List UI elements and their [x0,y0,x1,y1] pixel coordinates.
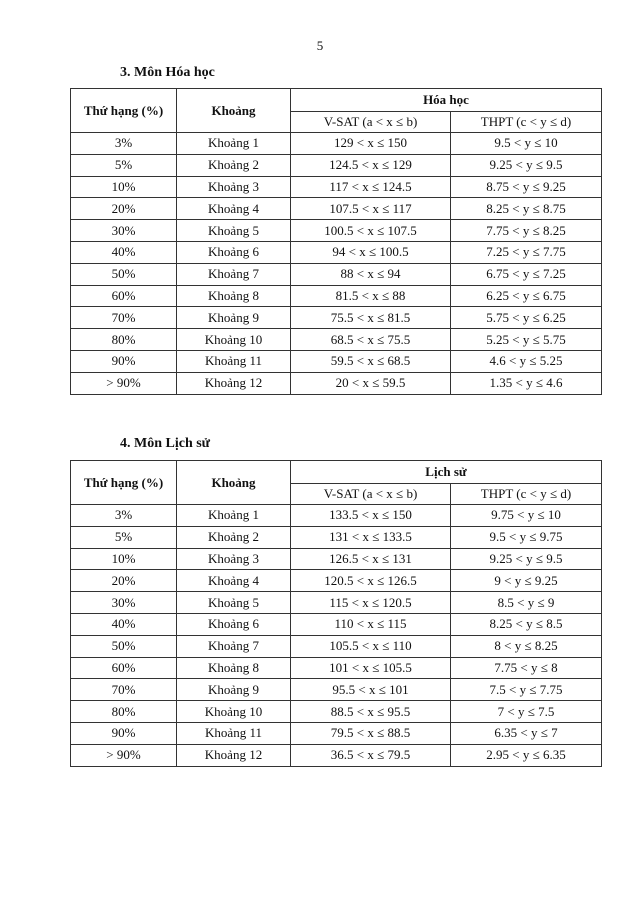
cell-vsat: 95.5 < x ≤ 101 [291,679,451,701]
history-table [70,460,602,767]
page-number: 5 [316,38,324,53]
cell-interval: Khoảng 1 [177,505,291,527]
table-body [71,133,602,395]
cell-interval: Khoảng 8 [177,285,291,307]
cell-interval: Khoảng 4 [177,570,291,592]
cell-rank: 10% [71,548,177,570]
cell-thpt: 9.25 < y ≤ 9.5 [451,548,602,570]
cell-rank: 80% [71,701,177,723]
cell-rank: 30% [71,592,177,614]
cell-interval: Khoảng 3 [177,548,291,570]
cell-interval: Khoảng 7 [177,263,291,285]
cell-rank: 10% [71,176,177,198]
section-title-history: 4. Môn Lịch sử [120,436,211,451]
table-body [71,505,602,767]
header-interval: Khoảng [177,461,291,505]
cell-thpt: 8 < y ≤ 8.25 [451,635,602,657]
cell-vsat: 129 < x ≤ 150 [291,133,451,155]
cell-rank: 50% [71,635,177,657]
table-row [71,679,602,701]
cell-interval: Khoảng 2 [177,526,291,548]
cell-interval: Khoảng 10 [177,329,291,351]
table-row [71,570,602,592]
cell-rank: 50% [71,263,177,285]
cell-vsat: 120.5 < x ≤ 126.5 [291,570,451,592]
table-row [71,744,602,766]
header-vsat: V-SAT (a < x ≤ b) [291,484,451,505]
cell-rank: 70% [71,679,177,701]
cell-thpt: 7.75 < y ≤ 8.25 [451,220,602,242]
cell-rank: 40% [71,613,177,635]
table-row [71,722,602,744]
cell-interval: Khoảng 12 [177,744,291,766]
table-row [71,285,602,307]
cell-vsat: 105.5 < x ≤ 110 [291,635,451,657]
cell-thpt: 9.75 < y ≤ 10 [451,505,602,527]
table-row [71,263,602,285]
cell-thpt: 9.5 < y ≤ 9.75 [451,526,602,548]
cell-vsat: 79.5 < x ≤ 88.5 [291,722,451,744]
cell-thpt: 4.6 < y ≤ 5.25 [451,350,602,372]
cell-rank: 90% [71,722,177,744]
cell-interval: Khoảng 1 [177,133,291,155]
cell-rank: 60% [71,285,177,307]
cell-rank: 80% [71,329,177,351]
cell-interval: Khoảng 11 [177,722,291,744]
cell-vsat: 115 < x ≤ 120.5 [291,592,451,614]
table-row [71,635,602,657]
cell-vsat: 117 < x ≤ 124.5 [291,176,451,198]
cell-interval: Khoảng 2 [177,154,291,176]
cell-interval: Khoảng 12 [177,372,291,394]
cell-vsat: 101 < x ≤ 105.5 [291,657,451,679]
cell-interval: Khoảng 6 [177,241,291,263]
cell-rank: 3% [71,505,177,527]
cell-rank: 3% [71,133,177,155]
header-rank: Thứ hạng (%) [71,461,177,505]
cell-vsat: 68.5 < x ≤ 75.5 [291,329,451,351]
table-row [71,198,602,220]
cell-rank: 20% [71,198,177,220]
cell-thpt: 6.75 < y ≤ 7.25 [451,263,602,285]
cell-interval: Khoảng 6 [177,613,291,635]
cell-thpt: 8.5 < y ≤ 9 [451,592,602,614]
table-row [71,613,602,635]
table-row [71,372,602,394]
table-row [71,701,602,723]
cell-thpt: 9.25 < y ≤ 9.5 [451,154,602,176]
cell-vsat: 88.5 < x ≤ 95.5 [291,701,451,723]
cell-interval: Khoảng 4 [177,198,291,220]
table-row [71,657,602,679]
cell-vsat: 20 < x ≤ 59.5 [291,372,451,394]
cell-thpt: 8.75 < y ≤ 9.25 [451,176,602,198]
cell-vsat: 88 < x ≤ 94 [291,263,451,285]
table-row [71,220,602,242]
cell-interval: Khoảng 5 [177,220,291,242]
cell-rank: > 90% [71,372,177,394]
cell-thpt: 7.25 < y ≤ 7.75 [451,241,602,263]
header-vsat: V-SAT (a < x ≤ b) [291,112,451,133]
cell-thpt: 1.35 < y ≤ 4.6 [451,372,602,394]
cell-thpt: 9 < y ≤ 9.25 [451,570,602,592]
cell-thpt: 8.25 < y ≤ 8.75 [451,198,602,220]
cell-interval: Khoảng 11 [177,350,291,372]
cell-interval: Khoảng 9 [177,679,291,701]
cell-vsat: 75.5 < x ≤ 81.5 [291,307,451,329]
header-subject: Lịch sử [291,461,602,484]
table-row [71,350,602,372]
cell-rank: 5% [71,154,177,176]
cell-vsat: 100.5 < x ≤ 107.5 [291,220,451,242]
cell-interval: Khoảng 7 [177,635,291,657]
table-row [71,329,602,351]
cell-rank: 5% [71,526,177,548]
cell-thpt: 7 < y ≤ 7.5 [451,701,602,723]
table-row [71,505,602,527]
table-row [71,176,602,198]
table-row [71,548,602,570]
cell-rank: 70% [71,307,177,329]
table-row [71,241,602,263]
cell-interval: Khoảng 10 [177,701,291,723]
cell-thpt: 9.5 < y ≤ 10 [451,133,602,155]
table-row [71,154,602,176]
cell-vsat: 131 < x ≤ 133.5 [291,526,451,548]
cell-rank: 90% [71,350,177,372]
cell-vsat: 133.5 < x ≤ 150 [291,505,451,527]
cell-interval: Khoảng 8 [177,657,291,679]
cell-vsat: 81.5 < x ≤ 88 [291,285,451,307]
cell-rank: 30% [71,220,177,242]
header-thpt: THPT (c < y ≤ d) [451,484,602,505]
cell-vsat: 107.5 < x ≤ 117 [291,198,451,220]
header-interval: Khoảng [177,89,291,133]
cell-rank: 20% [71,570,177,592]
cell-vsat: 126.5 < x ≤ 131 [291,548,451,570]
cell-rank: > 90% [71,744,177,766]
cell-thpt: 6.25 < y ≤ 6.75 [451,285,602,307]
header-subject: Hóa học [291,89,602,112]
chemistry-table [70,88,602,395]
header-rank: Thứ hạng (%) [71,89,177,133]
table-row [71,592,602,614]
cell-thpt: 5.75 < y ≤ 6.25 [451,307,602,329]
table-row [71,133,602,155]
cell-rank: 60% [71,657,177,679]
cell-thpt: 5.25 < y ≤ 5.75 [451,329,602,351]
section-title-chemistry: 3. Môn Hóa học [120,65,215,80]
cell-vsat: 124.5 < x ≤ 129 [291,154,451,176]
table-row [71,307,602,329]
cell-rank: 40% [71,241,177,263]
cell-vsat: 110 < x ≤ 115 [291,613,451,635]
cell-thpt: 7.75 < y ≤ 8 [451,657,602,679]
cell-vsat: 94 < x ≤ 100.5 [291,241,451,263]
cell-interval: Khoảng 5 [177,592,291,614]
cell-thpt: 6.35 < y ≤ 7 [451,722,602,744]
table-row [71,526,602,548]
cell-interval: Khoảng 3 [177,176,291,198]
cell-thpt: 7.5 < y ≤ 7.75 [451,679,602,701]
cell-thpt: 8.25 < y ≤ 8.5 [451,613,602,635]
cell-vsat: 59.5 < x ≤ 68.5 [291,350,451,372]
header-thpt: THPT (c < y ≤ d) [451,112,602,133]
cell-thpt: 2.95 < y ≤ 6.35 [451,744,602,766]
cell-vsat: 36.5 < x ≤ 79.5 [291,744,451,766]
cell-interval: Khoảng 9 [177,307,291,329]
